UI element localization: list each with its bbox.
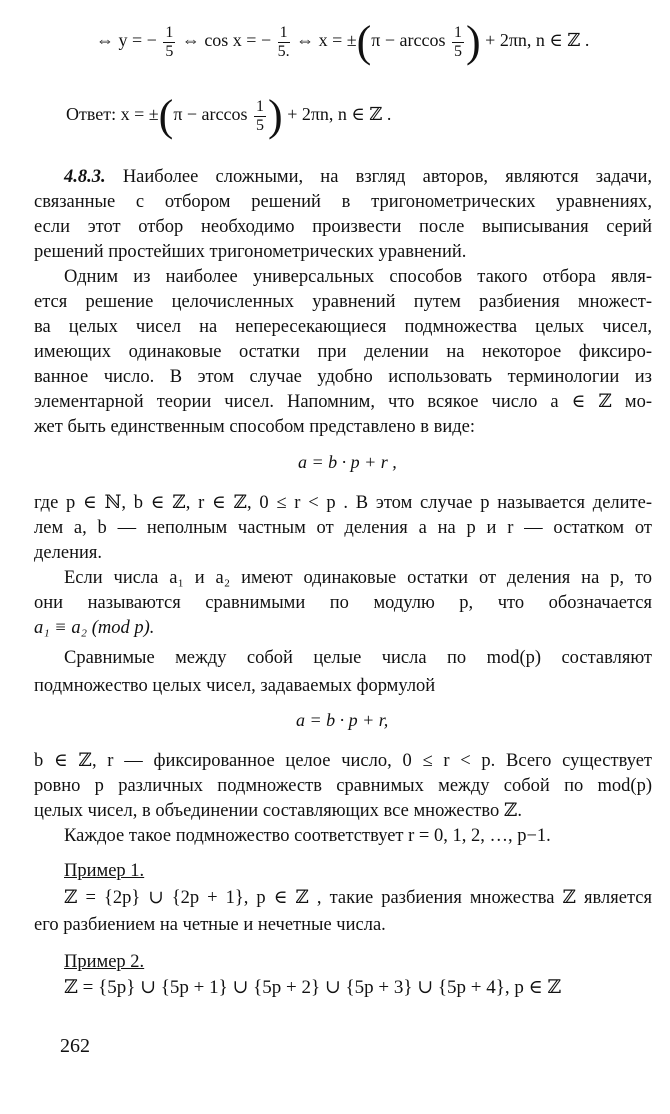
text-line: имеющих одинаковые остатки при делении на некоторое фиксиро- (34, 342, 652, 362)
formula-top-mid1: ⇔ cos x = − (181, 30, 272, 51)
section-number: 4.8.3. (64, 167, 106, 187)
text-line: связанные с отбором решений в тригонометрических уравнениях, (34, 192, 652, 212)
text-line: b ∈ ℤ, r — фиксированное целое число, 0 ≤ r < p. Всего существует (34, 751, 652, 771)
text-line: целых чисел, в объединении составляющих все множество ℤ. (34, 801, 522, 821)
text-line: если этот отбор необходимо произвести после выписывания серий (34, 217, 652, 237)
text-line: решений простейших тригонометрических уравнений. (34, 242, 467, 262)
fraction: $\frac{1}{5}$ (165, 23, 174, 60)
text-line: Одним из наиболее универсальных способов такого отбора явля- (64, 267, 652, 287)
text-line: ровно p различных подмножеств сравнимых между собой по mod(p) (34, 776, 652, 796)
text-line: его разбиением на четные и нечетные числа. (34, 915, 386, 935)
text-line: Каждое такое подмножество соответствует r = 0, 1, 2, …, p−1. (64, 826, 551, 846)
text-line: Если числа a₁ и a₂ имеют одинаковые остатки от деления на p, то (64, 568, 652, 588)
text-line: Сравнимые между собой целые числа по mod(p) составляют (64, 648, 652, 668)
example-2-label: Пример 2. (64, 952, 145, 972)
text-line: ва целых чисел на непересекающиеся подмножества целых чисел, (34, 317, 652, 337)
text-line: a₁ ≡ a₂ (mod p). (34, 618, 155, 638)
text-line: ванное число. В этом случае удобно использовать терминологии из (34, 367, 652, 387)
text-line: жет быть единственным способом представлено в виде: (34, 417, 475, 437)
formula-top-inner: π − arccos (371, 30, 446, 51)
formula-top-mid2: ⇔ x = ± (296, 30, 357, 51)
text-line: ется решение целочисленных уравнений путем разбиения множест- (34, 292, 652, 312)
formula-top: ⇔ y = − $\frac{1}{5}$ ⇔ cos x = − $\frac{1}{5.}$ ⇔ x = ±(π − arccos $\frac{1}{5}$ ) + 2πn, n ∈ ℤ . (96, 17, 590, 66)
example-2-line: ℤ = {5p} ∪ {5p + 1} ∪ {5p + 2} ∪ {5p + 3} ∪ {5p + 4}, p ∈ ℤ (64, 977, 562, 998)
answer-formula: Ответ: x = ±(π − arccos $\frac{1}{5}$ ) + 2πn, n ∈ ℤ . (66, 91, 392, 140)
example-1-line: ℤ = {2p} ∪ {2p + 1}, p ∈ ℤ , такие разбиения множества ℤ является (64, 888, 652, 908)
fraction: $\frac{1}{5}$ (256, 97, 265, 134)
formula-top-pre: ⇔ y = − (96, 30, 157, 51)
fraction: $\frac{1}{5}$ (454, 23, 463, 60)
fraction: $\frac{1}{5.}$ (277, 23, 290, 60)
formula-abpr-2: a = b · p + r, (296, 710, 389, 730)
text-line: деления. (34, 543, 103, 563)
page-number: 262 (60, 1035, 90, 1057)
formula-top-post: + 2πn, n ∈ ℤ . (485, 30, 590, 51)
text-line: элементарной теории чисел. Напомним, что всякое число a ∈ ℤ мо- (34, 392, 652, 412)
example-1-label: Пример 1. (64, 861, 145, 881)
text-line: где p ∈ ℕ, b ∈ ℤ, r ∈ ℤ, 0 ≤ r < p . В этом случае p называется делите- (34, 493, 652, 513)
text-line: они называются сравнимыми по модулю p, что обозначается (34, 593, 652, 613)
formula-abpr-1: a = b · p + r , (298, 452, 397, 472)
section-first-line: 4.8.3. Наиболее сложными, на взгляд авторов, являются задачи, (64, 167, 652, 187)
answer-label: Ответ: (66, 104, 117, 125)
text-line: лем a, b — неполным частным от деления a на p и r — остатком от (34, 518, 652, 538)
text-line: подмножество целых чисел, задаваемых формулой (34, 676, 436, 696)
